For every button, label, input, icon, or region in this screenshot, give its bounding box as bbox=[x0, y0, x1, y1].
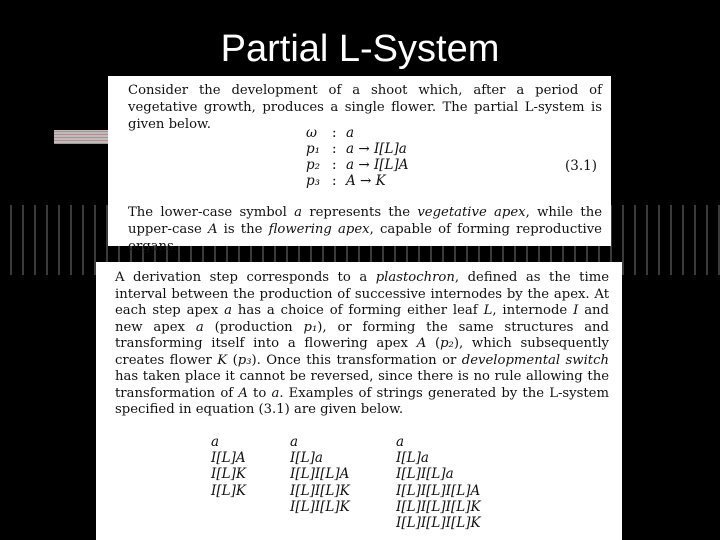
string-item: I[L]I[L]I[L]K bbox=[396, 498, 481, 515]
production-row: p₃ : A → K bbox=[306, 173, 386, 189]
production-row: p₁ : a → I[L]a bbox=[306, 141, 407, 157]
production-row: ω : a bbox=[306, 125, 355, 141]
derivation-paragraph: A derivation step corresponds to a plastochron, defined as the time interval between the production of successive internodes by the apex. At each step apex a has a choice of forming either leaf L, internode I and new apex a (production p₁), or forming the same structures and transforming itself into a flowering apex A (p₂), which subsequently creates flower K (p₃). Once this transformation or developmental switch has taken place it cannot be reversed, since there is no rule allowing the transformation of A to a. Examples of strings generated by the L-system specified in equation (3.1) are given below. bbox=[115, 270, 610, 417]
string-item: I[L]A bbox=[211, 450, 246, 467]
string-item: I[L]K bbox=[211, 482, 246, 499]
equation-number: (3.1) bbox=[564, 158, 597, 174]
string-column-3 bbox=[396, 434, 481, 531]
string-column-2 bbox=[290, 434, 350, 515]
string-item: I[L]I[L]a bbox=[396, 466, 454, 483]
production-label: p₂ bbox=[306, 157, 321, 173]
production-label: p₃ bbox=[306, 173, 321, 189]
faint-thumbnail bbox=[54, 130, 112, 144]
string-item: a bbox=[211, 434, 220, 450]
string-item: I[L]I[L]A bbox=[290, 466, 350, 483]
string-column-1 bbox=[211, 434, 246, 499]
production-rule: a bbox=[346, 125, 355, 141]
string-item: a bbox=[290, 434, 299, 450]
production-rules bbox=[306, 125, 409, 189]
string-item: I[L]a bbox=[396, 450, 429, 467]
production-label: ω bbox=[306, 125, 318, 141]
excerpt-panel-bottom bbox=[96, 262, 622, 540]
production-rule: a → I[L]A bbox=[346, 157, 409, 173]
string-item: I[L]I[L]K bbox=[290, 498, 350, 515]
excerpt-panel-top bbox=[108, 76, 611, 254]
string-item: I[L]K bbox=[211, 466, 246, 483]
string-item: I[L]a bbox=[290, 450, 323, 467]
production-rule: A → K bbox=[346, 173, 386, 189]
string-item: I[L]I[L]K bbox=[290, 482, 350, 499]
production-label: p₁ bbox=[306, 141, 321, 157]
string-item: I[L]I[L]I[L]A bbox=[396, 482, 481, 499]
string-item: I[L]I[L]I[L]K bbox=[396, 514, 481, 531]
intro-paragraph: Consider the development of a shoot which, after a period of vegetative growth, produces a single flower. The partial L-system is given below. bbox=[128, 83, 602, 132]
slide-title: Partial L-System bbox=[220, 28, 500, 70]
production-rule: a → I[L]a bbox=[346, 141, 407, 157]
explanation-paragraph: The lower-case symbol a represents the vegetative apex, while the upper-case A is the flowering apex, capable of forming reproductive organs. bbox=[128, 205, 602, 254]
string-item: a bbox=[396, 434, 405, 450]
production-row: p₂ : a → I[L]A bbox=[306, 157, 409, 173]
